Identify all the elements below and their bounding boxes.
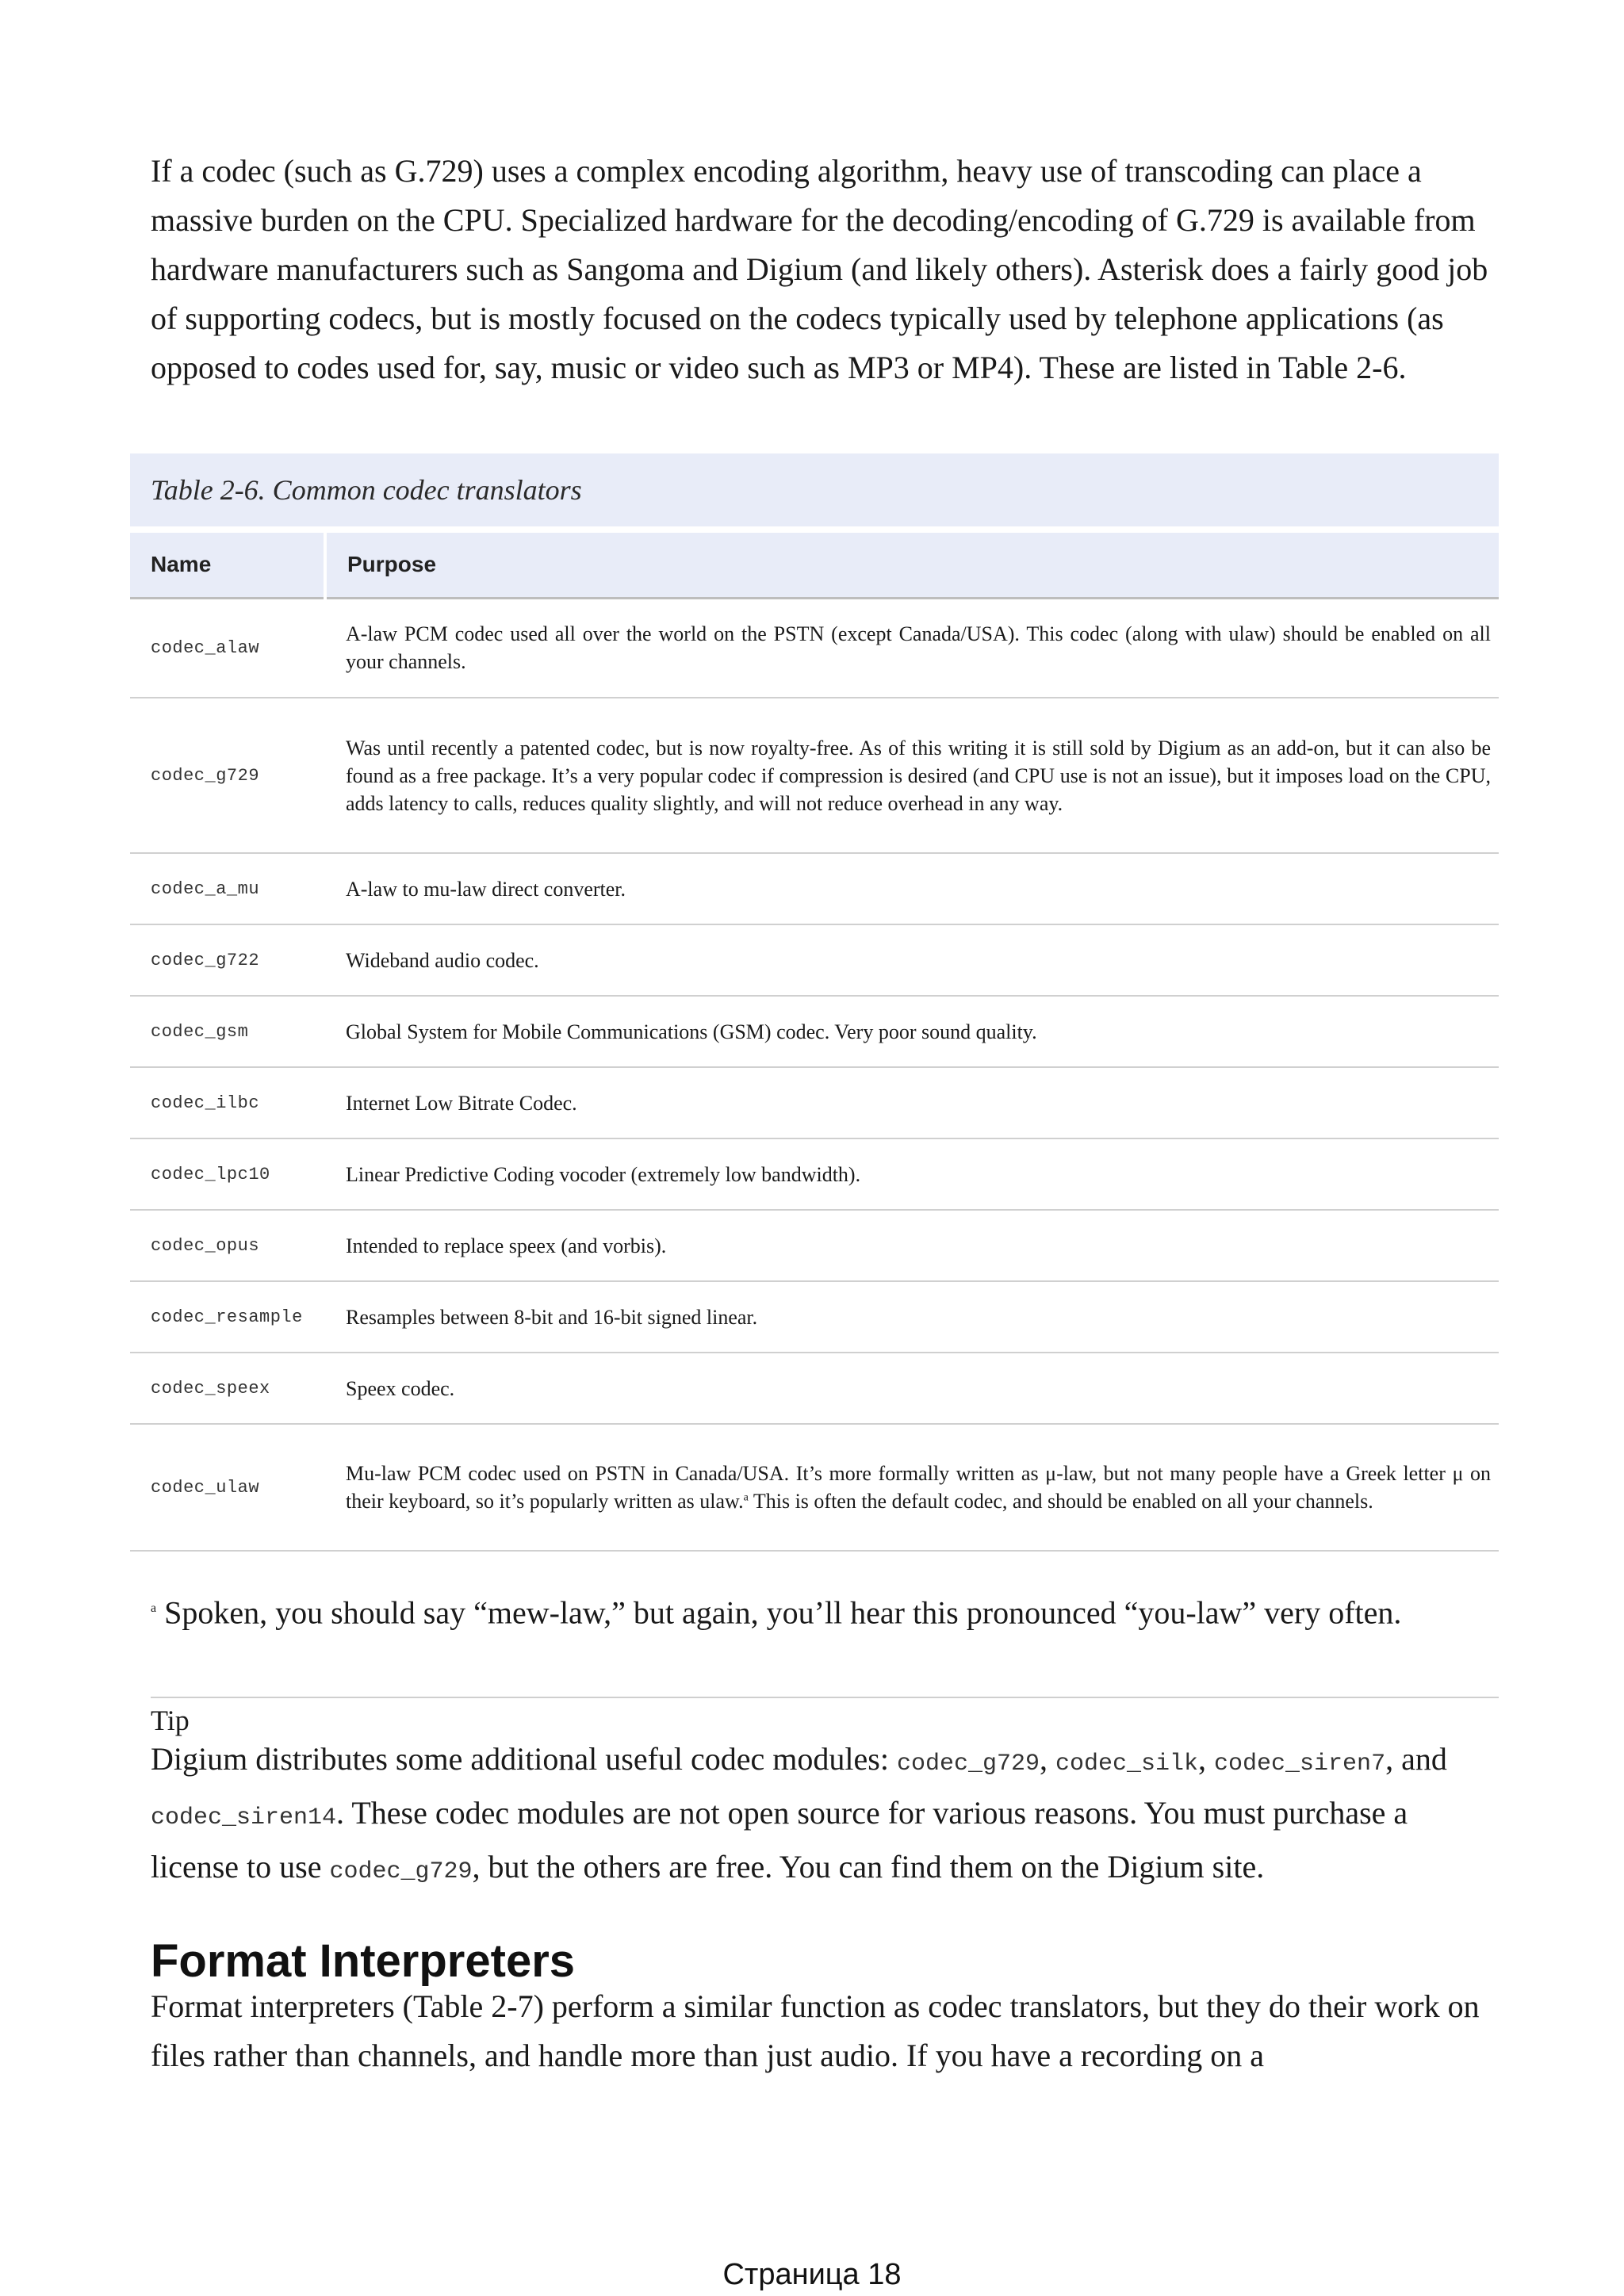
codec-purpose: A-law to mu-law direct converter.: [325, 853, 1499, 924]
tip-label: Tip: [151, 1705, 190, 1736]
tip-divider: [151, 1697, 1499, 1698]
codec-purpose: [325, 1424, 1499, 1551]
table-row: [130, 1067, 1499, 1138]
table-row: [130, 853, 1499, 924]
tip-text: ,: [1040, 1741, 1055, 1777]
codec-purpose-text: Mu-law PCM codec used on PSTN in Canada/USA. It’s more formally written as μ-law, but not many people have a Greek letter μ on their keyboard, so it’s popularly written as ulaw.: [346, 1462, 1491, 1513]
codec-purpose: Resamples between 8-bit and 16-bit signed linear.: [325, 1281, 1499, 1353]
codec-purpose: A-law PCM codec used all over the world on the PSTN (except Canada/USA). This codec (along with ulaw) should be enabled on all your channels.: [325, 598, 1499, 698]
footnote-mark: a: [151, 1601, 157, 1615]
footnote-reference[interactable]: a: [743, 1491, 749, 1504]
section-paragraph: Format interpreters (Table 2-7) perform a similar function as codec translators, but they do their work on files rather than channels, and handle more than just audio. If you have a recording on a: [151, 1988, 1480, 2073]
table-row: [130, 1210, 1499, 1281]
table-row: [130, 1138, 1499, 1210]
tip-body: [151, 1735, 1499, 1896]
code-codec-siren14: codec_siren14: [151, 1804, 337, 1831]
codec-translators-table: [130, 533, 1499, 1552]
codec-purpose: Linear Predictive Coding vocoder (extremely low bandwidth).: [325, 1138, 1499, 1210]
section-heading: Format Interpreters: [151, 1935, 576, 1987]
codec-purpose: Internet Low Bitrate Codec.: [325, 1067, 1499, 1138]
codec-purpose: Wideband audio codec.: [325, 924, 1499, 996]
code-codec-g729: codec_g729: [896, 1751, 1040, 1777]
tip-text: , and: [1385, 1741, 1447, 1777]
codec-name: codec_g722: [130, 924, 325, 996]
tip-text: Digium distributes some additional useful codec modules:: [151, 1741, 897, 1777]
footnote-text: Spoken, you should say “mew-law,” but again, you’ll hear this pronounced “you-law” very often.: [156, 1594, 1402, 1631]
table-row: [130, 698, 1499, 853]
tip-text: , but the others are free. You can find them on the Digium site.: [472, 1849, 1265, 1885]
codec-name: codec_lpc10: [130, 1138, 325, 1210]
table-row: [130, 924, 1499, 996]
codec-purpose: Global System for Mobile Communications (GSM) codec. Very poor sound quality.: [325, 996, 1499, 1067]
table-row: [130, 1424, 1499, 1551]
column-header-name: Name: [130, 533, 325, 598]
codec-name: codec_alaw: [130, 598, 325, 698]
table-row: [130, 1353, 1499, 1424]
codec-purpose: Intended to replace speex (and vorbis).: [325, 1210, 1499, 1281]
table-header-row: [130, 533, 1499, 598]
table-caption: Table 2-6. Common codec translators: [130, 453, 1499, 526]
codec-name: codec_a_mu: [130, 853, 325, 924]
table-row: [130, 1281, 1499, 1353]
intro-paragraph: If a codec (such as G.729) uses a complex encoding algorithm, heavy use of transcoding can place a massive burden on the CPU. Specialized hardware for the decoding/encoding of G.729 is available from hardware manufacturers such as Sangoma and Digium (and likely others). Asterisk does a fairly good job of supporting codecs, but is mostly focused on the codecs typically used by telephone applications (as opposed to codes used for, say, music or video such as MP3 or MP4). These are listed in Table 2-6.: [151, 153, 1488, 385]
codec-purpose-text-continued: This is often the default codec, and should be enabled on all your channels.: [748, 1490, 1373, 1513]
codec-name: codec_ulaw: [130, 1424, 325, 1551]
tip-text: . These codec modules are not open source for various reasons. You must purchase a license to use: [151, 1795, 1408, 1885]
codec-purpose: Was until recently a patented codec, but is now royalty-free. As of this writing it is still sold by Digium as an add-on, but it can also be found as a free package. It’s a very popular codec if compression is desired (and CPU use is not an issue), but it imposes load on the CPU, adds latency to calls, reduces quality slightly, and will not reduce overhead in any way.: [325, 698, 1499, 853]
table-row: [130, 598, 1499, 698]
codec-name: codec_gsm: [130, 996, 325, 1067]
codec-name: codec_g729: [130, 698, 325, 853]
codec-name: codec_resample: [130, 1281, 325, 1353]
codec-name: codec_ilbc: [130, 1067, 325, 1138]
code-codec-siren7: codec_siren7: [1214, 1751, 1386, 1777]
codec-name: codec_opus: [130, 1210, 325, 1281]
table-row: [130, 996, 1499, 1067]
codec-purpose: Speex codec.: [325, 1353, 1499, 1424]
page-number: Страница 18: [722, 2258, 902, 2291]
tip-text: ,: [1198, 1741, 1215, 1777]
codec-name: codec_speex: [130, 1353, 325, 1424]
code-codec-g729-license: codec_g729: [329, 1858, 473, 1885]
column-header-purpose: Purpose: [325, 533, 1499, 598]
footnote: [151, 1584, 1499, 1637]
code-codec-silk: codec_silk: [1055, 1751, 1199, 1777]
